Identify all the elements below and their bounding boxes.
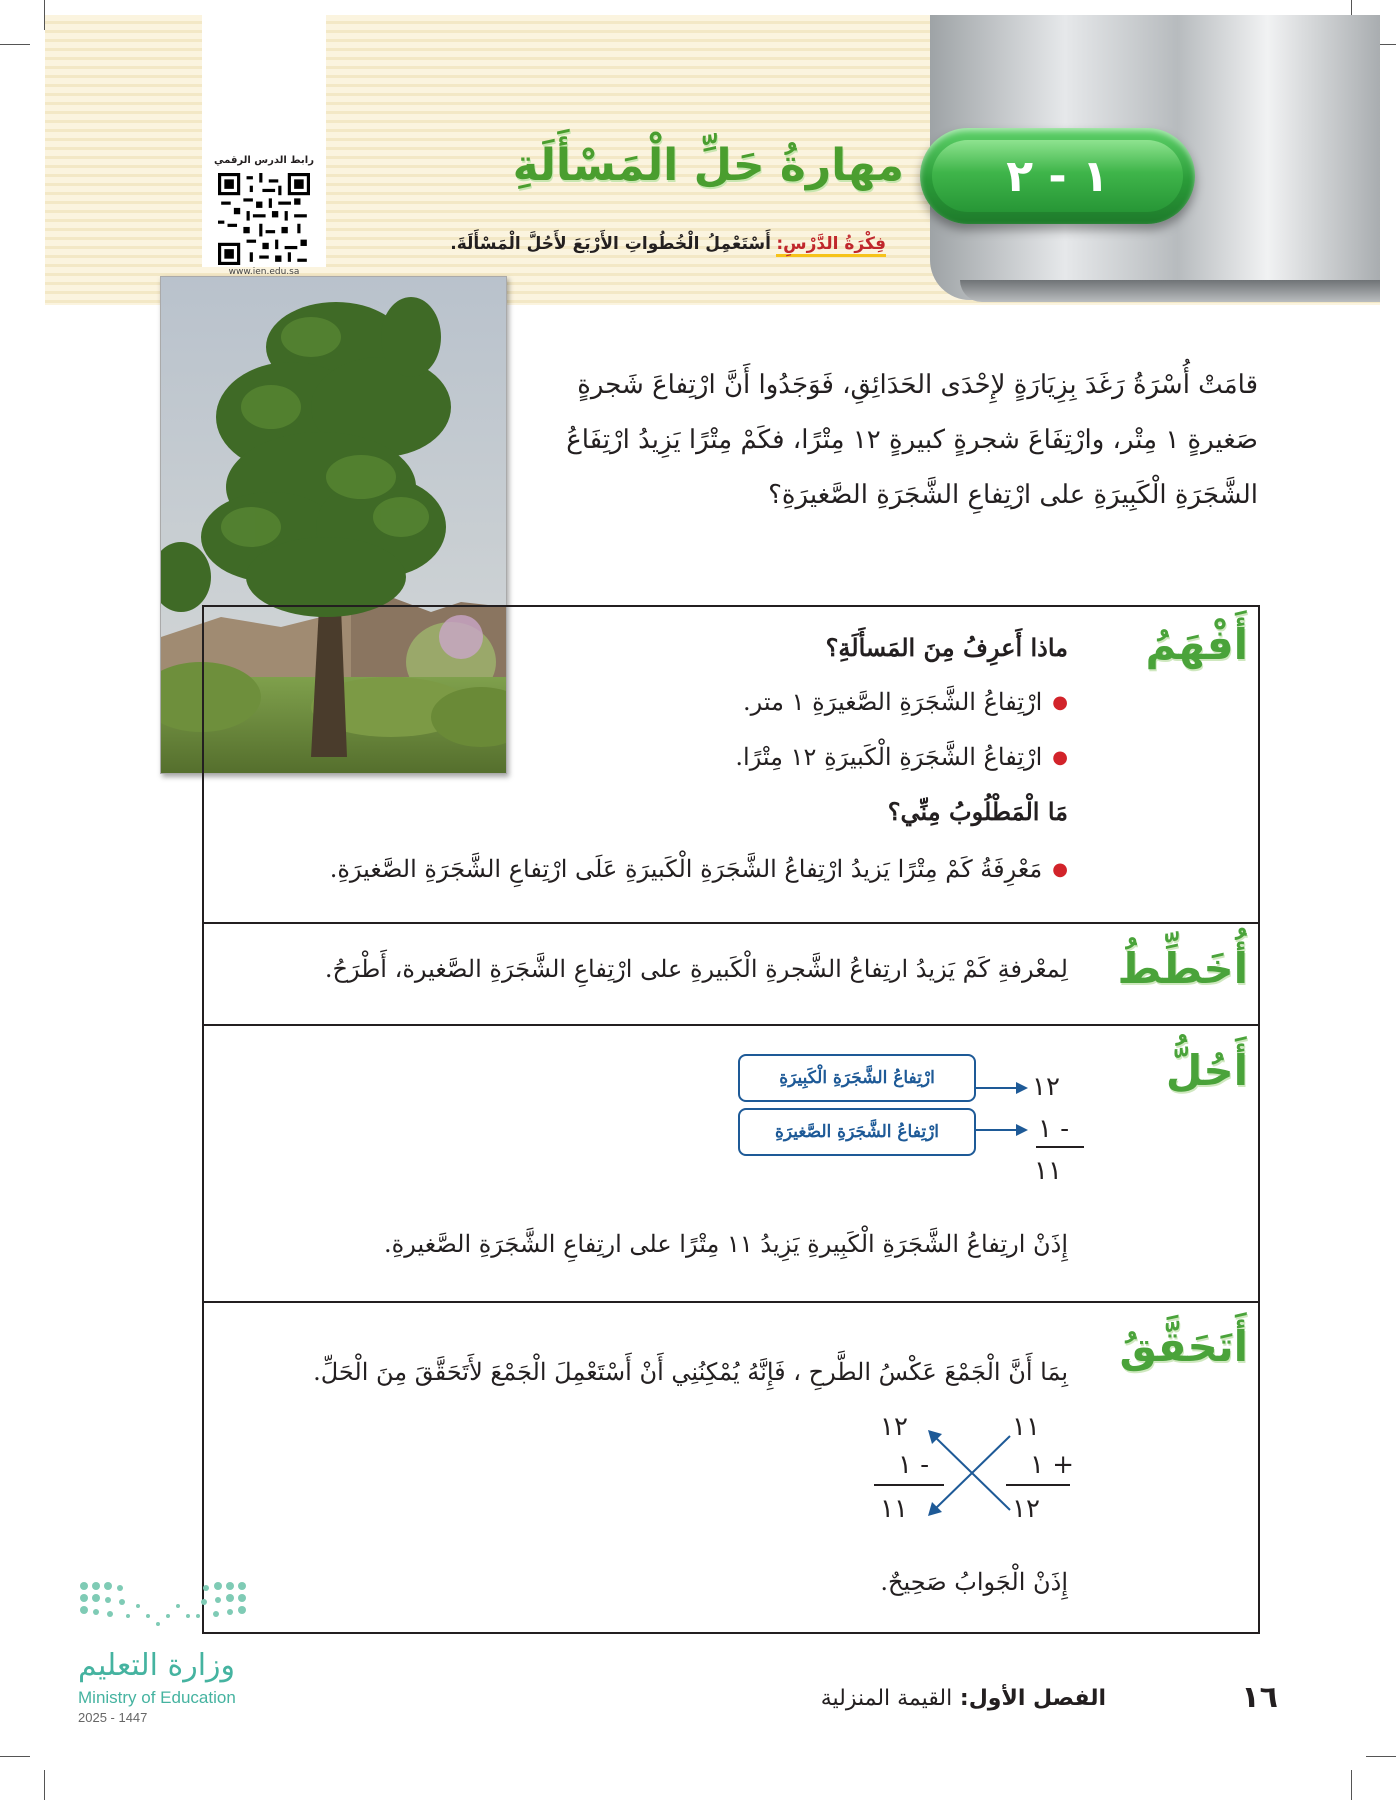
understand-question-2: مَا الْمَطْلُوبُ مِنِّي؟ [887,797,1068,826]
row-divider [202,1301,1258,1303]
qr-url: www.ien.edu.sa [228,267,300,277]
check-left-top: ١٢ [880,1412,908,1442]
cross-arrows-icon [920,1428,1020,1518]
step-plan-heading: أُخَطِّطُ [1117,944,1248,993]
check-text: بِمَا أَنَّ الْجَمْعَ عَكْسُ الطَّرحِ ، فَإِنَّهُ يُمْكِنُنِي أَنْ أَسْتَعْمِلَ الْجَمْعَ لأَتَحَقَّقَ مِنَ الْحَلِّ. [313,1358,1068,1386]
plan-text: لِمعْرفةِ كَمْ يَزيدُ ارتِفاعُ الشَّجرةِ الْكَبيرةِ على ارْتِفاعِ الشَّجَرَةِ الصَّغيرة، أَطْرَحُ. [324,955,1068,983]
understand-question-1: ماذا أَعرِفُ مِنَ المَسأَلَةِ؟ [825,633,1068,662]
crop-mark [1366,1756,1396,1757]
row-divider [202,922,1258,924]
check-left-result: ١١ [880,1494,908,1524]
crop-mark [44,1770,45,1800]
check-left-sub: ١ - [898,1450,930,1480]
solve-conclusion: إِذَنْ ارتِفاعُ الشَّجَرَةِ الْكَبِيرةِ يَزِيدُ ١١ مِتْرًا على ارتِفاعِ الشَّجَرَةِ الصَّغيرةِ. [384,1230,1068,1258]
step-understand-heading: أَفْهَمُ [1145,620,1248,669]
check-conclusion: إِذَنْ الْجَوابُ صَحِيحٌ. [880,1568,1068,1596]
understand-bullet-1-text: ارْتِفاعُ الشَّجَرَةِ الصَّغيرَةِ ١ متر. [743,688,1043,716]
step-solve-heading: أَحُلُّ [1165,1046,1248,1095]
understand-bullet-3 [330,855,1068,883]
lesson-idea-label: فِكْرَةُ الدَّرْسِ: [776,234,886,257]
edition-year: 2025 - 1447 [78,1710,148,1725]
understand-bullet-3-text: مَعْرِفَةُ كَمْ مِتْرًا يَزيدُ ارْتِفاعُ الشَّجَرَةِ الْكَبيرَةِ عَلَى ارْتِفاعِ الشَّجَرَةِ الصَّغيرَةِ. [329,855,1043,883]
solve-subtrahend: ١ - [1038,1114,1070,1144]
qr-card[interactable] [202,15,326,277]
crop-mark [0,44,30,45]
crop-mark [0,1756,30,1757]
chapter-label: الفصل الأول: [959,1686,1106,1711]
lesson-number: ١ - ٢ [932,140,1183,212]
arrow-icon [972,1064,1028,1144]
ministry-logo-icon [78,1580,248,1640]
intro-problem-text: قامَتْ أُسْرَةُ رَغَدَ بِزِيَارَةٍ لإِحْدَى الحَدَائِقِ، فَوَجَدُوا أَنَّ ارْتِفاعَ شَجرةٍ صَغيرةٍ ١ مِتْر، وارْتِفَاعَ شجرةٍ كبيرةٍ ١٢ مِتْرًا، فكَمْ مِتْرًا يَزِيدُ ارْتِفَاعُ الشَّجَرَةِ الْكَبِيرَةِ على ارْتِفاعِ الشَّجَرَةِ الصَّغيرَةِ؟ [566,370,1258,510]
check-right-add: ١ + [1030,1450,1075,1480]
check-right-result: ١٢ [1012,1494,1040,1524]
page-number: ١٦ [1241,1680,1278,1715]
understand-bullet-2-text: ارْتِفاعُ الشَّجَرَةِ الْكَبيرَةِ ١٢ مِتْرًا. [735,743,1043,771]
understand-bullet-2 [735,743,1068,771]
lesson-idea [450,234,886,254]
chapter-footer [821,1686,1106,1711]
check-right-top: ١١ [1012,1412,1040,1442]
qr-code-icon[interactable] [218,173,310,265]
callout-small-tree: ارْتِفاعُ الشَّجَرَةِ الصَّغيرَةِ [738,1108,976,1156]
ministry-name-ar: وزارة التعليم [78,1648,236,1683]
qr-label: رابط الدرس الرقمي [214,155,314,166]
solve-result: ١١ [1034,1156,1062,1186]
solve-minuend: ١٢ [1032,1072,1060,1102]
callout-big-tree: ارْتِفاعُ الشَّجَرَةِ الْكَبِيرَةِ [738,1054,976,1102]
header-metal-edge [960,280,1380,302]
solve-rule [1036,1146,1084,1148]
ministry-name-en: Ministry of Education [78,1688,236,1707]
step-check-heading: أَتَحَقَّقُ [1119,1322,1248,1371]
steps-table [202,605,1260,1634]
crop-mark [1351,1770,1352,1800]
understand-bullet-1 [743,688,1068,716]
chapter-name: القيمة المنزلية [820,1686,953,1711]
lesson-idea-text: أَسْتَعْمِلُ الْخُطُواتِ الأَرْبَعَ لأَحُلَّ الْمَسْأَلَةَ. [450,234,771,254]
row-divider [202,1024,1258,1026]
lesson-title: مهارةُ حَلِّ الْمَسْأَلَةِ [512,140,904,191]
lesson-number-badge [920,128,1195,224]
